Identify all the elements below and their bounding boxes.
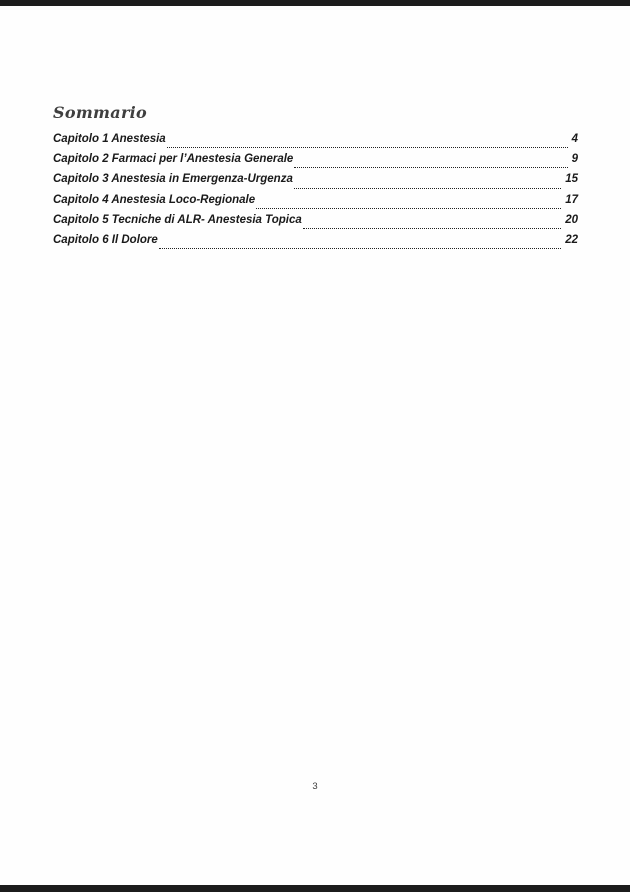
toc-entry-page: 9	[571, 153, 578, 166]
toc-entry-page: 4	[571, 133, 578, 145]
toc-heading: Sommario	[53, 103, 148, 122]
toc-entry[interactable]	[53, 234, 578, 254]
toc-entry-page: 15	[565, 173, 578, 186]
toc-entry-label: Capitolo 3 Anestesia in Emergenza-Urgenza	[53, 173, 293, 186]
toc-entry-label: Capitolo 2 Farmaci per l’Anestesia Generale	[53, 153, 294, 166]
toc-entry[interactable]	[53, 194, 578, 214]
toc-entry-page: 20	[565, 213, 578, 226]
toc-entry-label: Capitolo 6 Il Dolore	[53, 233, 158, 246]
toc-entry[interactable]	[53, 133, 578, 153]
toc-leader-dots	[294, 188, 561, 189]
toc-entry-page: 17	[565, 193, 578, 206]
bottom-scan-bar	[0, 885, 630, 892]
footer-page-number: 3	[312, 781, 318, 792]
toc-entry-label: Capitolo 4 Anestesia Loco-Regionale	[53, 193, 256, 206]
toc-leader-dots	[303, 228, 561, 229]
toc-leader-dots	[167, 147, 568, 148]
top-scan-bar	[0, 0, 630, 6]
toc-entry-label: Capitolo 1 Anestesia	[53, 133, 166, 145]
toc-entry-label: Capitolo 5 Tecniche di ALR- Anestesia Topica	[53, 213, 302, 226]
toc-leader-dots	[256, 208, 561, 209]
toc-entry[interactable]	[53, 214, 578, 234]
toc-entry[interactable]	[53, 153, 578, 173]
toc-leader-dots	[294, 167, 567, 168]
toc-leader-dots	[159, 248, 561, 249]
toc-entry-page: 22	[565, 233, 578, 246]
toc-list	[53, 133, 578, 254]
toc-entry[interactable]	[53, 173, 578, 193]
